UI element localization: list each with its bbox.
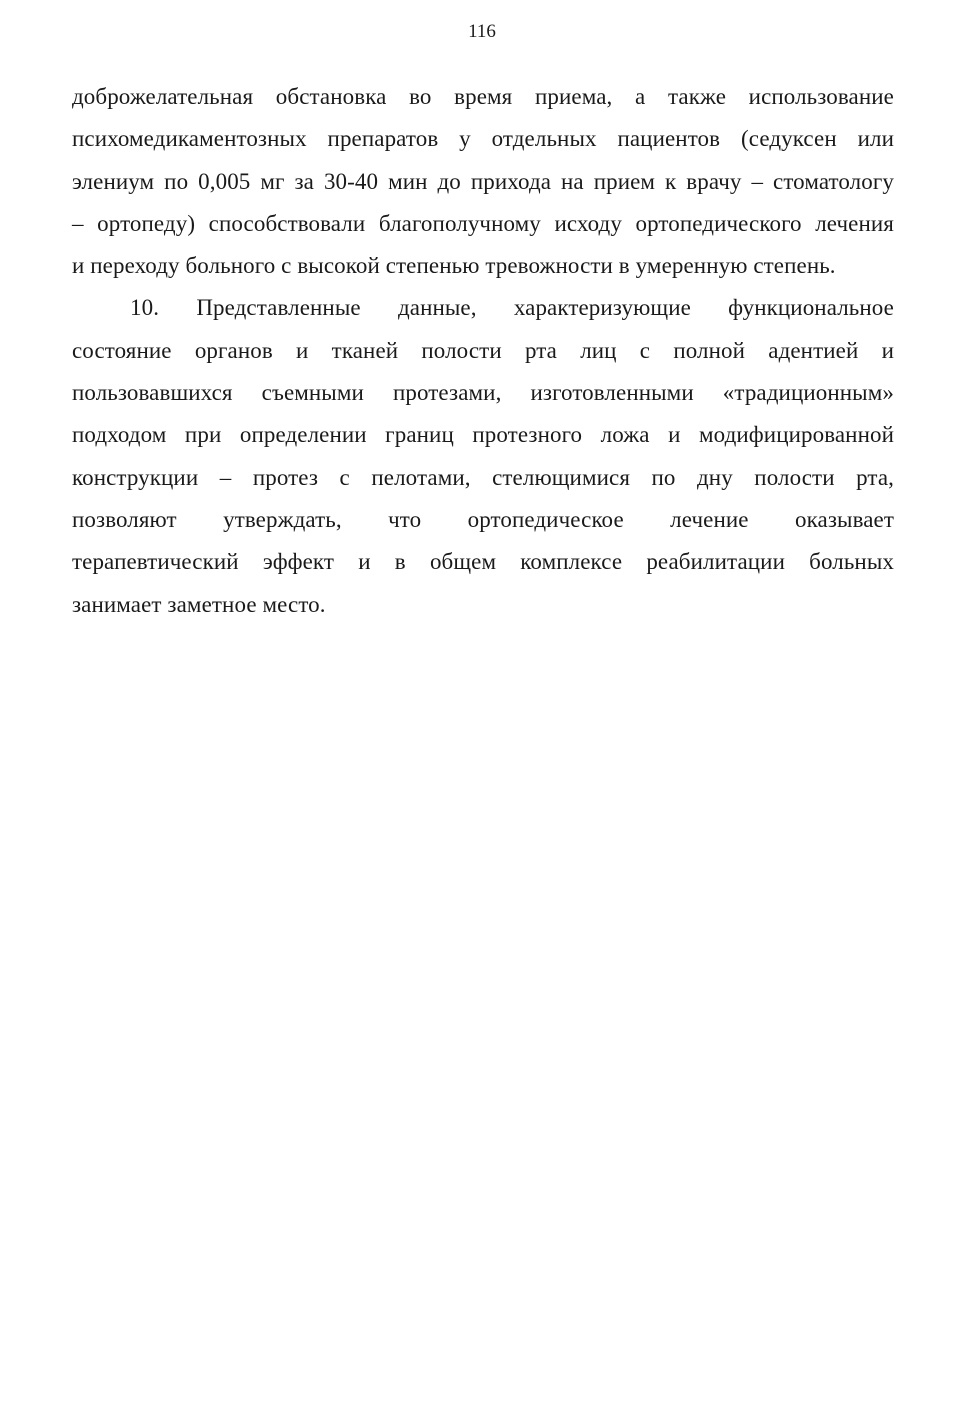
text-word: 10.: [130, 295, 160, 321]
text-word: функциональное: [728, 295, 894, 321]
text-line: и переходу больного с высокой степенью тревожности в умеренную степень.: [72, 253, 836, 279]
text-line: психомедикаментозных препаратов у отдельных пациентов (седуксен или: [72, 126, 894, 152]
paragraph-1: [72, 76, 894, 287]
text-line: занимает заметное место.: [72, 591, 326, 617]
text-line: позволяют утверждать, что ортопедическое лечение оказывает: [72, 506, 894, 532]
text-line: пользовавшихся съемными протезами, изготовленными «традиционным»: [72, 380, 894, 406]
text-word: характеризующие: [513, 295, 691, 321]
page-number: 116: [468, 21, 496, 42]
body-text: [72, 76, 894, 626]
text-line: терапевтический эффект и в общем комплексе реабилитации больных: [72, 549, 894, 575]
text-line: состояние органов и тканей полости рта лиц с полной адентией и: [72, 337, 894, 363]
text-line-indented: [72, 287, 894, 329]
text-line: доброжелательная обстановка во время приема, а также использование: [72, 84, 894, 109]
text-line: – ортопеду) способствовали благополучному исходу ортопедического лечения: [72, 210, 894, 236]
text-line: конструкции – протез с пелотами, стелющимися по дну полости рта,: [72, 464, 894, 490]
text-line: элениум по 0,005 мг за 30-40 мин до прихода на прием к врачу – стоматологу: [72, 168, 894, 194]
text-line: подходом при определении границ протезного ложа и модифицированной: [72, 422, 894, 448]
paragraph-2: [72, 287, 894, 625]
text-word: Представленные: [196, 295, 361, 321]
text-word: данные,: [397, 295, 477, 321]
